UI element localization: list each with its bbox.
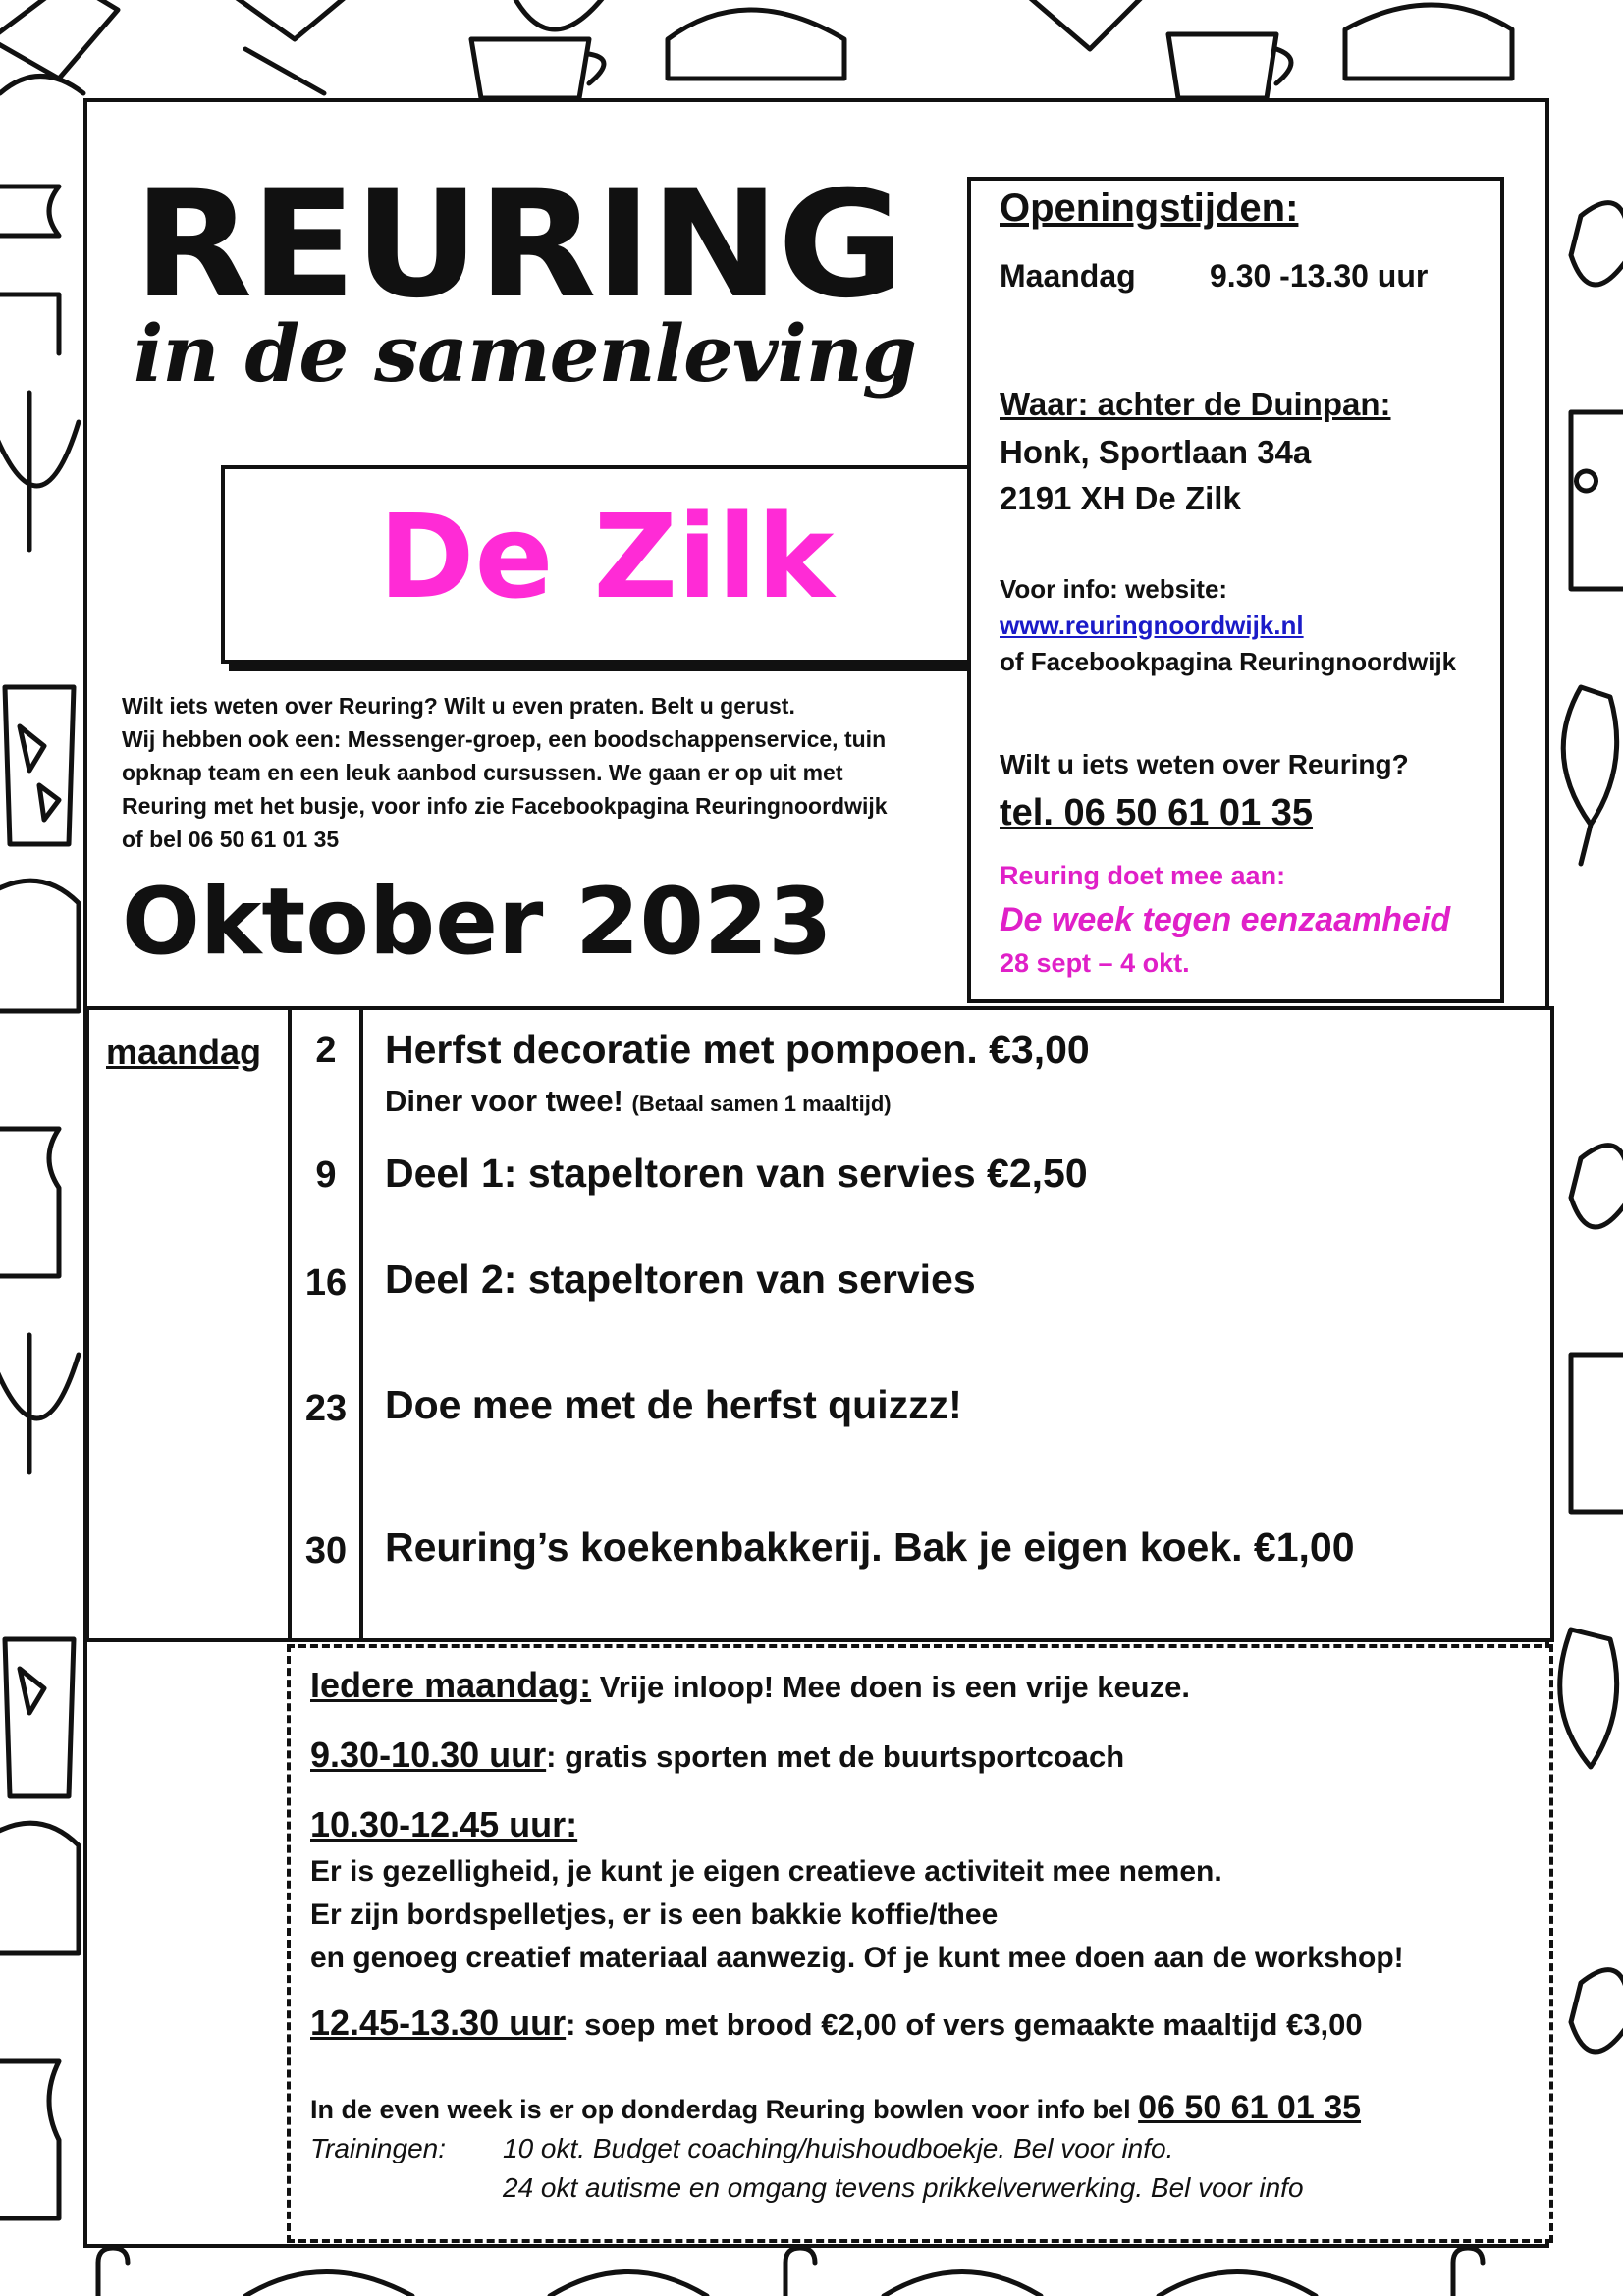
bowl-icon — [0, 393, 79, 550]
bingo-icon — [1571, 1355, 1623, 1512]
event-date: 16 — [304, 1262, 348, 1304]
pie-icon — [511, 0, 609, 29]
facebook-text: of Facebookpagina Reuringnoordwijk — [1000, 647, 1457, 676]
intro-line: Reuring met het busje, voor info zie Facebookpagina Reuringnoordwijk — [122, 793, 888, 819]
candy-cane-icon — [785, 2248, 815, 2296]
intro-line: Wilt iets weten over Reuring? Wilt u even praten. Belt u gerust. — [122, 693, 795, 719]
puzzle-icon — [0, 187, 59, 353]
event-date: 2 — [315, 1030, 337, 1071]
bowl-icon — [0, 1335, 79, 1472]
address-line-2: 2191 XH De Zilk — [1000, 480, 1241, 516]
puzzle-icon — [0, 2061, 59, 2218]
question-text: Wilt u iets weten over Reuring? — [1000, 749, 1409, 779]
pie-icon — [1159, 2272, 1316, 2296]
where-title: Waar: achter de Duinpan: — [1000, 386, 1391, 422]
pie-icon — [1345, 5, 1512, 79]
pan-icon — [1571, 1146, 1623, 1227]
training-item: 24 okt autisme en omgang tevens prikkelverwerking. Bel voor info — [503, 2172, 1304, 2203]
location-box — [221, 465, 992, 664]
weekly-slot-2-line: en genoeg creatief materiaal aanwezig. Of je kunt mee doen aan de workshop! — [310, 1942, 1404, 1974]
event-title: Reuring’s koekenbakkerij. Bak je eigen koek. €1,00 — [385, 1524, 1355, 1570]
glass-icon — [5, 1639, 74, 1796]
puzzle-icon — [0, 1129, 59, 1276]
pie-icon — [884, 2272, 1041, 2296]
location-name: De Zilk — [378, 489, 835, 624]
weekly-slot-1: 9.30-10.30 uur: gratis sporten met de buurtsportcoach — [310, 1735, 1125, 1775]
campaign-label: Reuring doet mee aan: — [1000, 861, 1286, 890]
logo-subtitle: in de samenleving — [134, 307, 916, 400]
bowling-phone: 06 50 61 01 35 — [1138, 2089, 1362, 2126]
toaster-icon — [226, 0, 353, 93]
campaign-name: De week tegen eenzaamheid — [1000, 901, 1451, 938]
glass-icon — [5, 687, 74, 844]
hours-title: Openingstijden: — [1000, 187, 1299, 230]
hours-time: 9.30 -13.30 uur — [1210, 258, 1429, 294]
column-divider — [359, 1006, 363, 1642]
candy-cane-icon — [98, 2248, 128, 2296]
month-title: Oktober 2023 — [122, 869, 833, 976]
bingo-icon — [1571, 412, 1623, 589]
info-label: Voor info: website: — [1000, 574, 1228, 604]
training-item: 10 okt. Budget coaching/huishoudboekje. Bel voor info. — [503, 2133, 1174, 2163]
address-line-1: Honk, Sportlaan 34a — [1000, 434, 1312, 470]
cake-slice-icon — [0, 0, 118, 79]
pie-icon — [0, 881, 79, 1011]
column-divider — [288, 1006, 292, 1642]
weekly-slot-2-line: Er is gezelligheid, je kunt je eigen creatieve activiteit mee nemen. — [310, 1855, 1222, 1888]
intro-line: opknap team en een leuk aanbod cursussen. We gaan er op uit met — [122, 760, 843, 785]
weekly-every-monday: Iedere maandag: Vrije inloop! Mee doen is een vrije keuze. — [310, 1665, 1190, 1705]
hours-day: Maandag — [1000, 258, 1136, 294]
pie-icon — [245, 2272, 412, 2296]
cup-icon — [471, 39, 604, 98]
event-title: Deel 2: stapeltoren van servies — [385, 1256, 976, 1302]
phone-number: tel. 06 50 61 01 35 — [1000, 792, 1314, 833]
bowling-info: In de even week is er op donderdag Reuring bowlen voor info bel 06 50 61 01 35 — [310, 2089, 1362, 2126]
event-date: 30 — [304, 1530, 348, 1572]
pie-icon — [0, 1823, 79, 1953]
campaign-dates: 28 sept – 4 okt. — [1000, 948, 1190, 978]
event-title: Doe mee met de herfst quizzz! — [385, 1382, 962, 1427]
intro-text — [122, 689, 966, 856]
event-date: 23 — [304, 1388, 348, 1429]
balloon-icon — [1563, 687, 1616, 864]
event-subnote: (Betaal samen 1 maaltijd) — [631, 1092, 892, 1116]
candy-cane-icon — [1453, 2248, 1483, 2296]
trainings-label: Trainingen: — [310, 2133, 447, 2163]
event-title: Deel 1: stapeltoren van servies €2,50 — [385, 1150, 1088, 1196]
day-label: maandag — [106, 1032, 262, 1072]
pie-icon — [668, 10, 844, 79]
toaster-icon — [1021, 0, 1149, 49]
balloon-icon — [1560, 1629, 1617, 1767]
cup-icon — [1168, 34, 1291, 98]
cake-slice-icon — [0, 77, 83, 94]
event-subtitle: Diner voor twee! (Betaal samen 1 maaltijd) — [385, 1084, 892, 1118]
weekly-slot-2-line: Er zijn bordspelletjes, er is een bakkie koffie/thee — [310, 1898, 999, 1931]
weekly-slot-3: 12.45-13.30 uur: soep met brood €2,00 of vers gemaakte maaltijd €3,00 — [310, 2002, 1363, 2043]
pan-icon — [1571, 203, 1623, 285]
pie-icon — [550, 2272, 707, 2296]
pan-icon — [1571, 1970, 1623, 2052]
weekly-slot-2-head: 10.30-12.45 uur: — [310, 1804, 578, 1844]
event-date: 9 — [315, 1154, 337, 1196]
intro-line: Wij hebben ook een: Messenger-groep, een boodschappenservice, tuin — [122, 726, 887, 752]
intro-line: of bel 06 50 61 01 35 — [122, 827, 340, 852]
website-link[interactable]: www.reuringnoordwijk.nl — [1000, 611, 1304, 640]
event-title: Herfst decoratie met pompoen. €3,00 — [385, 1027, 1090, 1072]
logo-title: REURING — [134, 160, 903, 331]
